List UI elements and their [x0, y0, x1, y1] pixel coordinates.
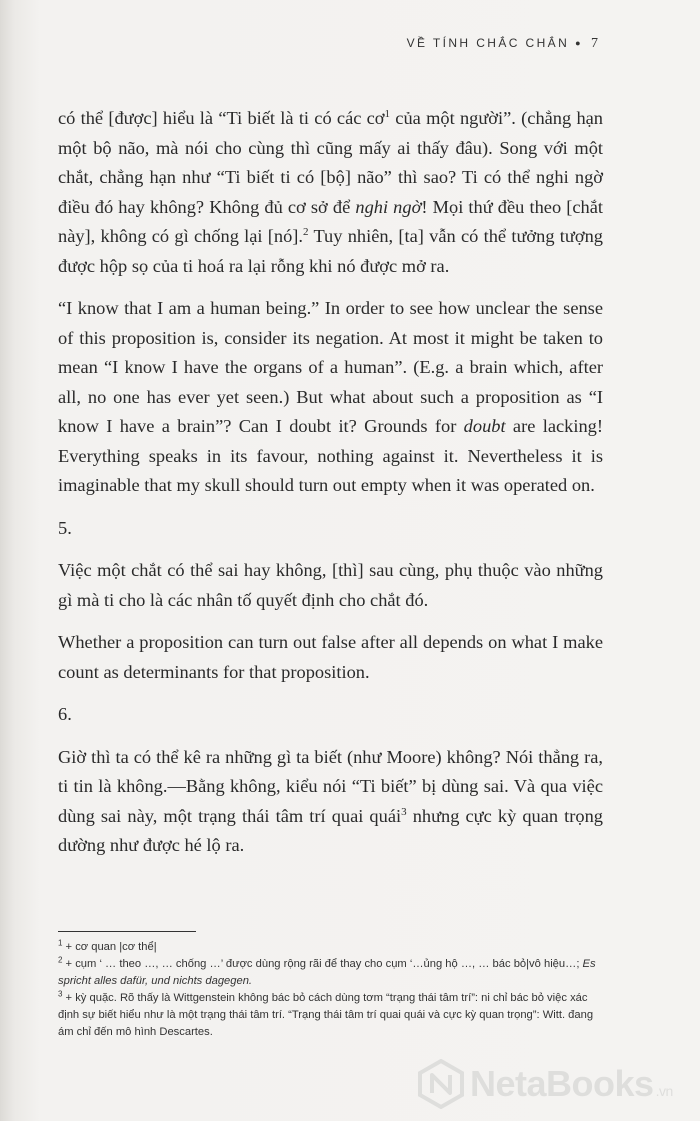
vietnamese-paragraph-5: Việc một chắt có thể sai hay không, [thì] sau cùng, phụ thuộc vào những gì mà ti cho là các nhân tố quyết định cho chắt đó.: [58, 560, 603, 610]
running-title: VỀ TÍNH CHẮC CHẮN: [406, 36, 570, 50]
page-number: 7: [591, 36, 598, 51]
footnote-3: $^3$ + kỳ quặc. Rõ thấy là Wittgenstein không bác bỏ cách dùng tơm “trạng thái tâm trí”: ni chỉ bác bỏ việc xác định sự biết hiểu như là một trạng thái tâm trí. “Trạng thái tâm trí quai quái và cực kỳ quan trọng”: Witt. đang ám chỉ đến mô hình Descartes.: [58, 989, 594, 1038]
footnote-ref-3: 3: [401, 805, 407, 818]
footnote-divider: [58, 931, 196, 932]
footnotes: [58, 939, 603, 1041]
bullet-icon: ●: [575, 38, 583, 48]
footnote-2: $^2$ + cụm ‘ … theo …, … chống …’ được dùng rộng rãi để thay cho cụm ‘…ủng hộ …, … bác bỏ|vô hiệu…; Es spricht alles dafür, und nichts dagegen.: [58, 955, 596, 987]
footnote-1: $^1$ + cơ quan |cơ thể|: [58, 938, 157, 953]
section-number-6: 6.: [58, 704, 72, 724]
vietnamese-paragraph-1: có thể [được] hiểu là “Ti biết là ti có các $cơ^1$ của một người”. (chẳng hạn một bộ não, mà nói cho cùng thì cũng mấy ai thấy đâu). Song với một chắt, chẳng hạn như “Ti biết ti có [bộ] não” thì sao? Ti có thể nghi ngờ điều đó hay không? Không đủ cơ sở để nghi ngờ! Mọi thứ đều theo [chắt này], không có gì chống lại [nó].$^2$ Tuy nhiên, [ta] vẫn có thể tưởng tượng được hộp sọ của ti hoá ra lại rỗng khi nó được mở ra.: [58, 107, 604, 276]
english-paragraph-1: “I know that I am a human being.” In order to see how unclear the sense of this proposition is, consider its negation. At most it might be taken to mean “I know I have the organs of a human”. (E.g. a brain which, after all, no one has ever yet seen.) But what about such a proposition as “I know I have a brain”? Can I doubt it? Grounds for doubt are lacking! Everything speaks in its favour, nothing against it. Nevertheless it is imaginable that my skull should turn out empty when it was operated on.: [58, 298, 603, 495]
watermark-text: NetaBooks .vn: [470, 1063, 673, 1104]
section-number-5: 5.: [58, 517, 72, 538]
footnote-ref-2: 2: [303, 225, 309, 238]
footnote-ref-1: 1: [384, 107, 391, 120]
vietnamese-paragraph-6: Giờ thì ta có thể kê ra những gì ta biết (như Moore) không? Nói thẳng ra, ti tin là không.—Bằng không, kiểu nói “Ti biết” bị dùng sai. Và qua việc dùng sai này, một trạng thái tâm trí quai quái$^3$ nhưng cực kỳ quan trọng dường như được hé lộ ra.: [58, 746, 604, 855]
english-paragraph-5: Whether a proposition can turn out false after all depends on what I make count as determinants for that proposition.: [58, 632, 603, 682]
page-body: [58, 104, 603, 874]
running-head: [407, 36, 598, 52]
netabooks-watermark: [418, 1057, 693, 1111]
netabooks-logo-icon: [418, 1059, 464, 1109]
